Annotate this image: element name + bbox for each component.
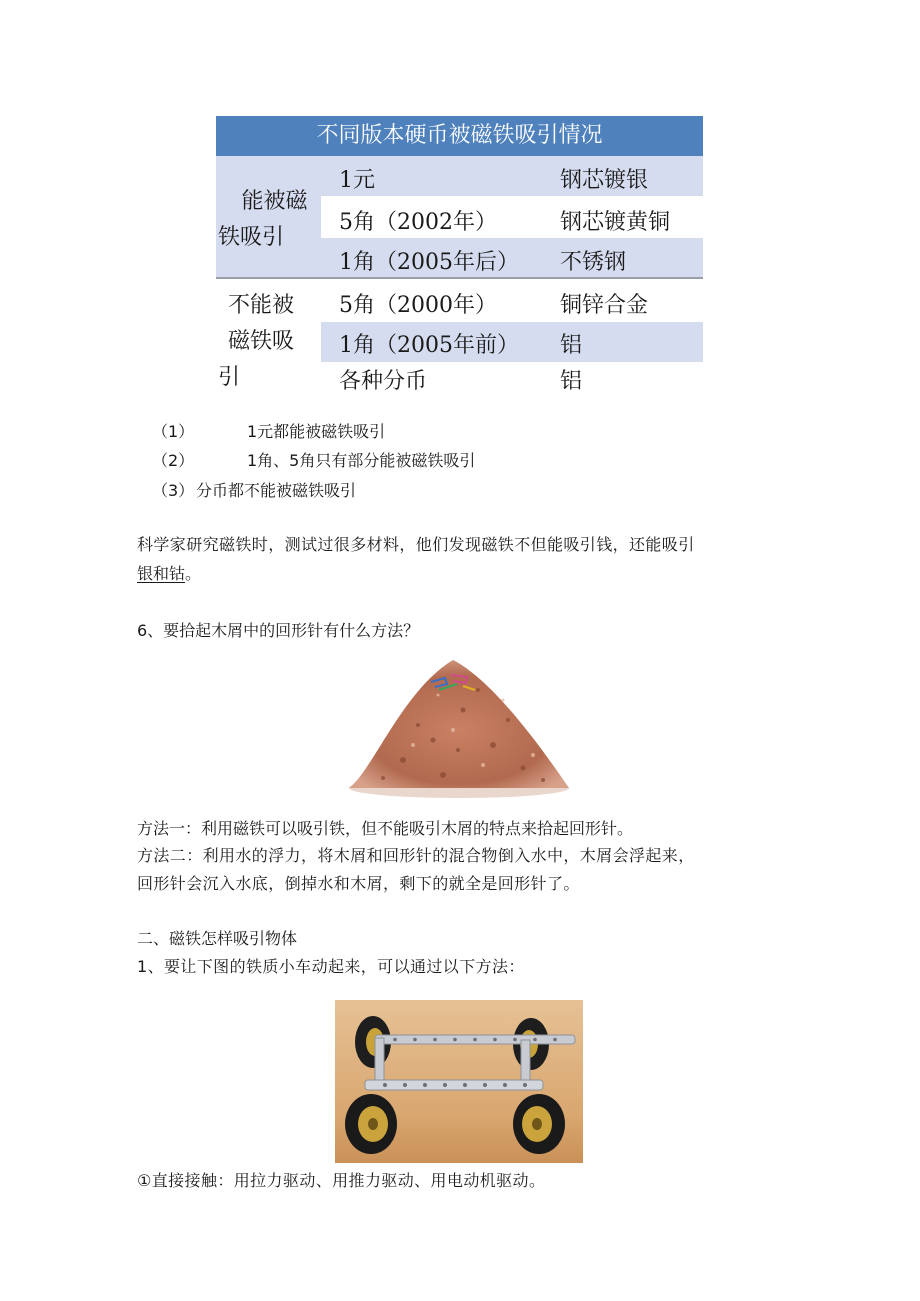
material-cell: 不锈钢 bbox=[560, 250, 627, 275]
coin-cell: 5角（2002年） bbox=[339, 210, 497, 235]
table-title: 不同版本硬币被磁铁吸引情况 bbox=[216, 116, 703, 156]
group-label-attracted: 能被磁 铁吸引 bbox=[218, 189, 308, 250]
iron-toy-car-image bbox=[335, 1000, 583, 1163]
method-direct-contact: ①直接接触：用拉力驱动、用推力驱动、用电动机驱动。 bbox=[137, 1171, 546, 1190]
front-left-wheel bbox=[345, 1094, 397, 1154]
note-number: （1） bbox=[152, 422, 195, 441]
note-number: （3） bbox=[152, 481, 195, 500]
note-text: 1角、5角只有部分能被磁铁吸引 bbox=[247, 451, 476, 470]
front-right-wheel bbox=[513, 1094, 565, 1154]
section-heading: 二、磁铁怎样吸引物体 bbox=[137, 929, 298, 948]
coin-cell: 1角（2005年后） bbox=[339, 250, 519, 275]
underlined-term: 银和钴 bbox=[137, 564, 186, 583]
material-cell: 铝 bbox=[560, 369, 583, 394]
coin-magnet-table bbox=[216, 116, 703, 402]
method-1: 方法一：利用磁铁可以吸引铁，但不能吸引木屑的特点来拾起回形针。 bbox=[137, 819, 634, 838]
material-cell: 钢芯镀银 bbox=[560, 168, 649, 193]
coin-cell: 5角（2000年） bbox=[339, 293, 497, 318]
method-2-line: 回形针会沉入水底，倒掉水和木屑，剩下的就全是回形针了。 bbox=[137, 874, 580, 893]
coin-cell: 1元 bbox=[339, 168, 375, 193]
group-label-not-attracted: 不能被 磁铁吸 引 bbox=[218, 293, 295, 390]
coin-cell: 1角（2005年前） bbox=[339, 333, 519, 358]
question-6: 6、要拾起木屑中的回形针有什么方法？ bbox=[137, 621, 420, 640]
coin-cell: 各种分币 bbox=[339, 369, 428, 394]
material-cell: 铜锌合金 bbox=[560, 293, 649, 318]
method-2-line: 方法二：利用水的浮力，将木屑和回形针的混合物倒入水中，木屑会浮起来， bbox=[137, 846, 695, 865]
sawdust-pile-image bbox=[343, 650, 575, 800]
material-cell: 钢芯镀黄铜 bbox=[560, 210, 671, 235]
item-1: 1、要让下图的铁质小车动起来，可以通过以下方法： bbox=[137, 957, 525, 976]
note-number: （2） bbox=[152, 451, 195, 470]
paragraph-line: 银和钴。 bbox=[137, 564, 202, 583]
note-text: 1元都能被磁铁吸引 bbox=[247, 422, 386, 441]
material-cell: 铝 bbox=[560, 333, 583, 358]
paragraph-line: 科学家研究磁铁时，测试过很多材料，他们发现磁铁不但能吸引钱，还能吸引 bbox=[137, 535, 695, 554]
note-text: 分币都不能被磁铁吸引 bbox=[196, 481, 357, 500]
